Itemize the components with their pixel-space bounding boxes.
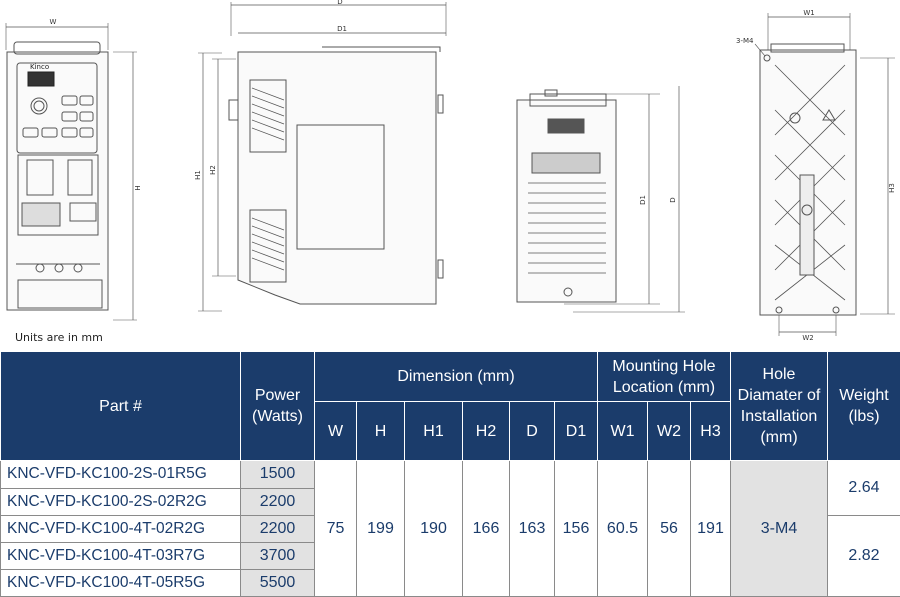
header-d1: D1 [555,402,598,461]
svg-text:W1: W1 [803,9,815,17]
svg-text:H3: H3 [888,183,896,193]
part-number: KNC-VFD-KC100-4T-05R5G [1,569,241,596]
svg-text:D1: D1 [639,195,647,205]
value-h3: 191 [691,461,731,597]
header-h2: H2 [463,402,510,461]
svg-text:W2: W2 [802,334,814,342]
header-h3: H3 [691,402,731,461]
value-w2: 56 [648,461,691,597]
header-h: H [357,402,405,461]
svg-text:H1: H1 [194,170,202,180]
svg-text:D1: D1 [337,25,347,33]
value-weight: 2.82 [828,515,900,596]
svg-text:3-M4: 3-M4 [736,37,754,45]
part-number: KNC-VFD-KC100-4T-03R7G [1,542,241,569]
value-h2: 166 [463,461,510,597]
svg-text:D: D [337,0,343,6]
svg-text:W: W [49,18,57,26]
header-dimension: Dimension (mm) [315,352,598,402]
header-power: Power (Watts) [241,352,315,461]
value-hole: 3-M4 [731,461,828,597]
header-hole: Hole Diamater of Installation (mm) [731,352,828,461]
back-view [755,13,895,336]
header-d: D [510,402,555,461]
header-mounting: Mounting Hole Location (mm) [598,352,731,402]
header-w1: W1 [598,402,648,461]
value-d: 163 [510,461,555,597]
header-w2: W2 [648,402,691,461]
part-number: KNC-VFD-KC100-4T-02R2G [1,515,241,542]
bottom-view [517,86,685,312]
header-w: W [315,402,357,461]
value-d1: 156 [555,461,598,597]
power-value: 2200 [241,515,315,542]
power-value: 5500 [241,569,315,596]
svg-text:D: D [669,197,677,203]
svg-text:H: H [134,185,142,191]
value-weight: 2.64 [828,461,900,515]
power-value: 1500 [241,461,315,488]
header-h1: H1 [405,402,463,461]
header-part: Part # [1,352,241,461]
table-row [1,461,900,488]
svg-text:Kinco: Kinco [30,63,50,71]
part-number: KNC-VFD-KC100-2S-02R2G [1,488,241,515]
power-value: 2200 [241,488,315,515]
part-number: KNC-VFD-KC100-2S-01R5G [1,461,241,488]
units-note: Units are in mm [15,331,103,344]
value-w: 75 [315,461,357,597]
spec-table [0,351,900,597]
value-h1: 190 [405,461,463,597]
svg-text:H2: H2 [209,165,217,175]
side-view [198,2,446,311]
header-weight: Weight (lbs) [828,352,900,461]
power-value: 3700 [241,542,315,569]
front-view [6,23,137,320]
value-h: 199 [357,461,405,597]
value-w1: 60.5 [598,461,648,597]
